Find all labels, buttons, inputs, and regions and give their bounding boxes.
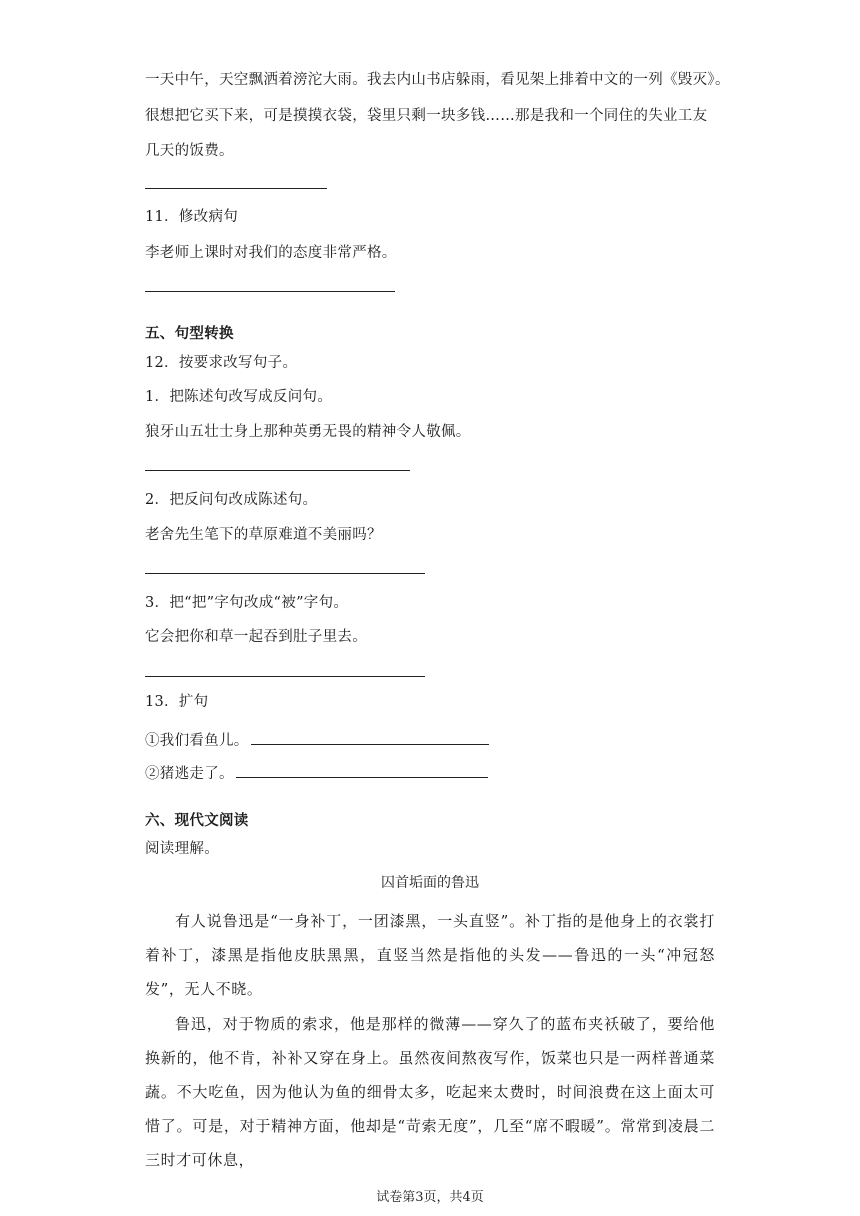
answer-line-10[interactable] [145,188,327,189]
q12-item1-title: 1．把陈述句改写成反问句。 [145,389,333,405]
section-5-heading: 五、句型转换 [145,325,234,342]
answer-line-12-2[interactable] [145,573,425,574]
q12-item1-sentence: 狼牙山五壮士身上那种英勇无畏的精神令人敬佩。 [145,424,471,440]
passage-line-3: 几天的饭费。 [145,143,234,159]
article-title: 囚首垢面的鲁迅 [381,875,479,891]
q12-item2-sentence: 老舍先生笔下的草原难道不美丽吗？ [145,527,382,543]
page-footer: 试卷第3页，共4页 [376,1190,484,1205]
article-paragraph-2: 鲁迅，对于物质的索求，他是那样的微薄——穿久了的蓝布夹袄破了，要给他换新的，他不肯，补补又穿在身上。虽然夜间熬夜写作，饭菜也只是一两样普通菜蔬。不大吃鱼，因为他认为鱼的细骨太多，吃起来太费时，时间浪费在这上面太可惜了。可是，对于精神方面，他却是“苛索无度”，几至“席不暇暖”。常常到凌晨二三时才可休息， [145,1015,715,1169]
answer-line-12-3[interactable] [145,676,425,677]
q12-item2-title: 2．把反问句改成陈述句。 [145,492,318,508]
section-6-heading: 六、现代文阅读 [145,812,249,829]
q13-item2 [145,763,488,784]
q12-item3-sentence: 它会把你和草一起吞到肚子里去。 [145,629,367,645]
answer-line-11[interactable] [145,291,395,292]
q13-item1 [145,730,489,751]
passage-line-2: 很想把它买下来，可是摸摸衣袋，袋里只剩一块多钱……那是我和一个同住的失业工友 [145,108,708,124]
q13-item2-text: ②猪逃走了。 [145,766,234,782]
q12-item3-title: 3．把“把”字句改成“被”字句。 [145,595,349,611]
article-paragraph-1: 有人说鲁迅是“一身补丁，一团漆黑，一头直竖”。补丁指的是他身上的衣裳打着补丁，漆黑是指他皮肤黑黑，直竖当然是指他的头发——鲁迅的一头“冲冠怒发”，无人不晓。 [145,912,715,998]
q13-item1-text: ①我们看鱼儿。 [145,733,249,749]
answer-line-12-1[interactable] [145,470,410,471]
q11-title: 11．修改病句 [145,209,239,225]
q13-title: 13．扩句 [145,694,209,710]
q12-title: 12．按要求改写句子。 [145,355,298,371]
answer-line-13-1[interactable] [251,730,489,745]
q11-sentence: 李老师上课时对我们的态度非常严格。 [145,245,397,261]
passage-line-1: 一天中午，天空飘洒着滂沱大雨。我去内山书店躲雨，看见架上排着中文的一列《毁灭》。 [145,72,730,88]
reading-intro: 阅读理解。 [145,841,219,857]
answer-line-13-2[interactable] [236,763,488,778]
